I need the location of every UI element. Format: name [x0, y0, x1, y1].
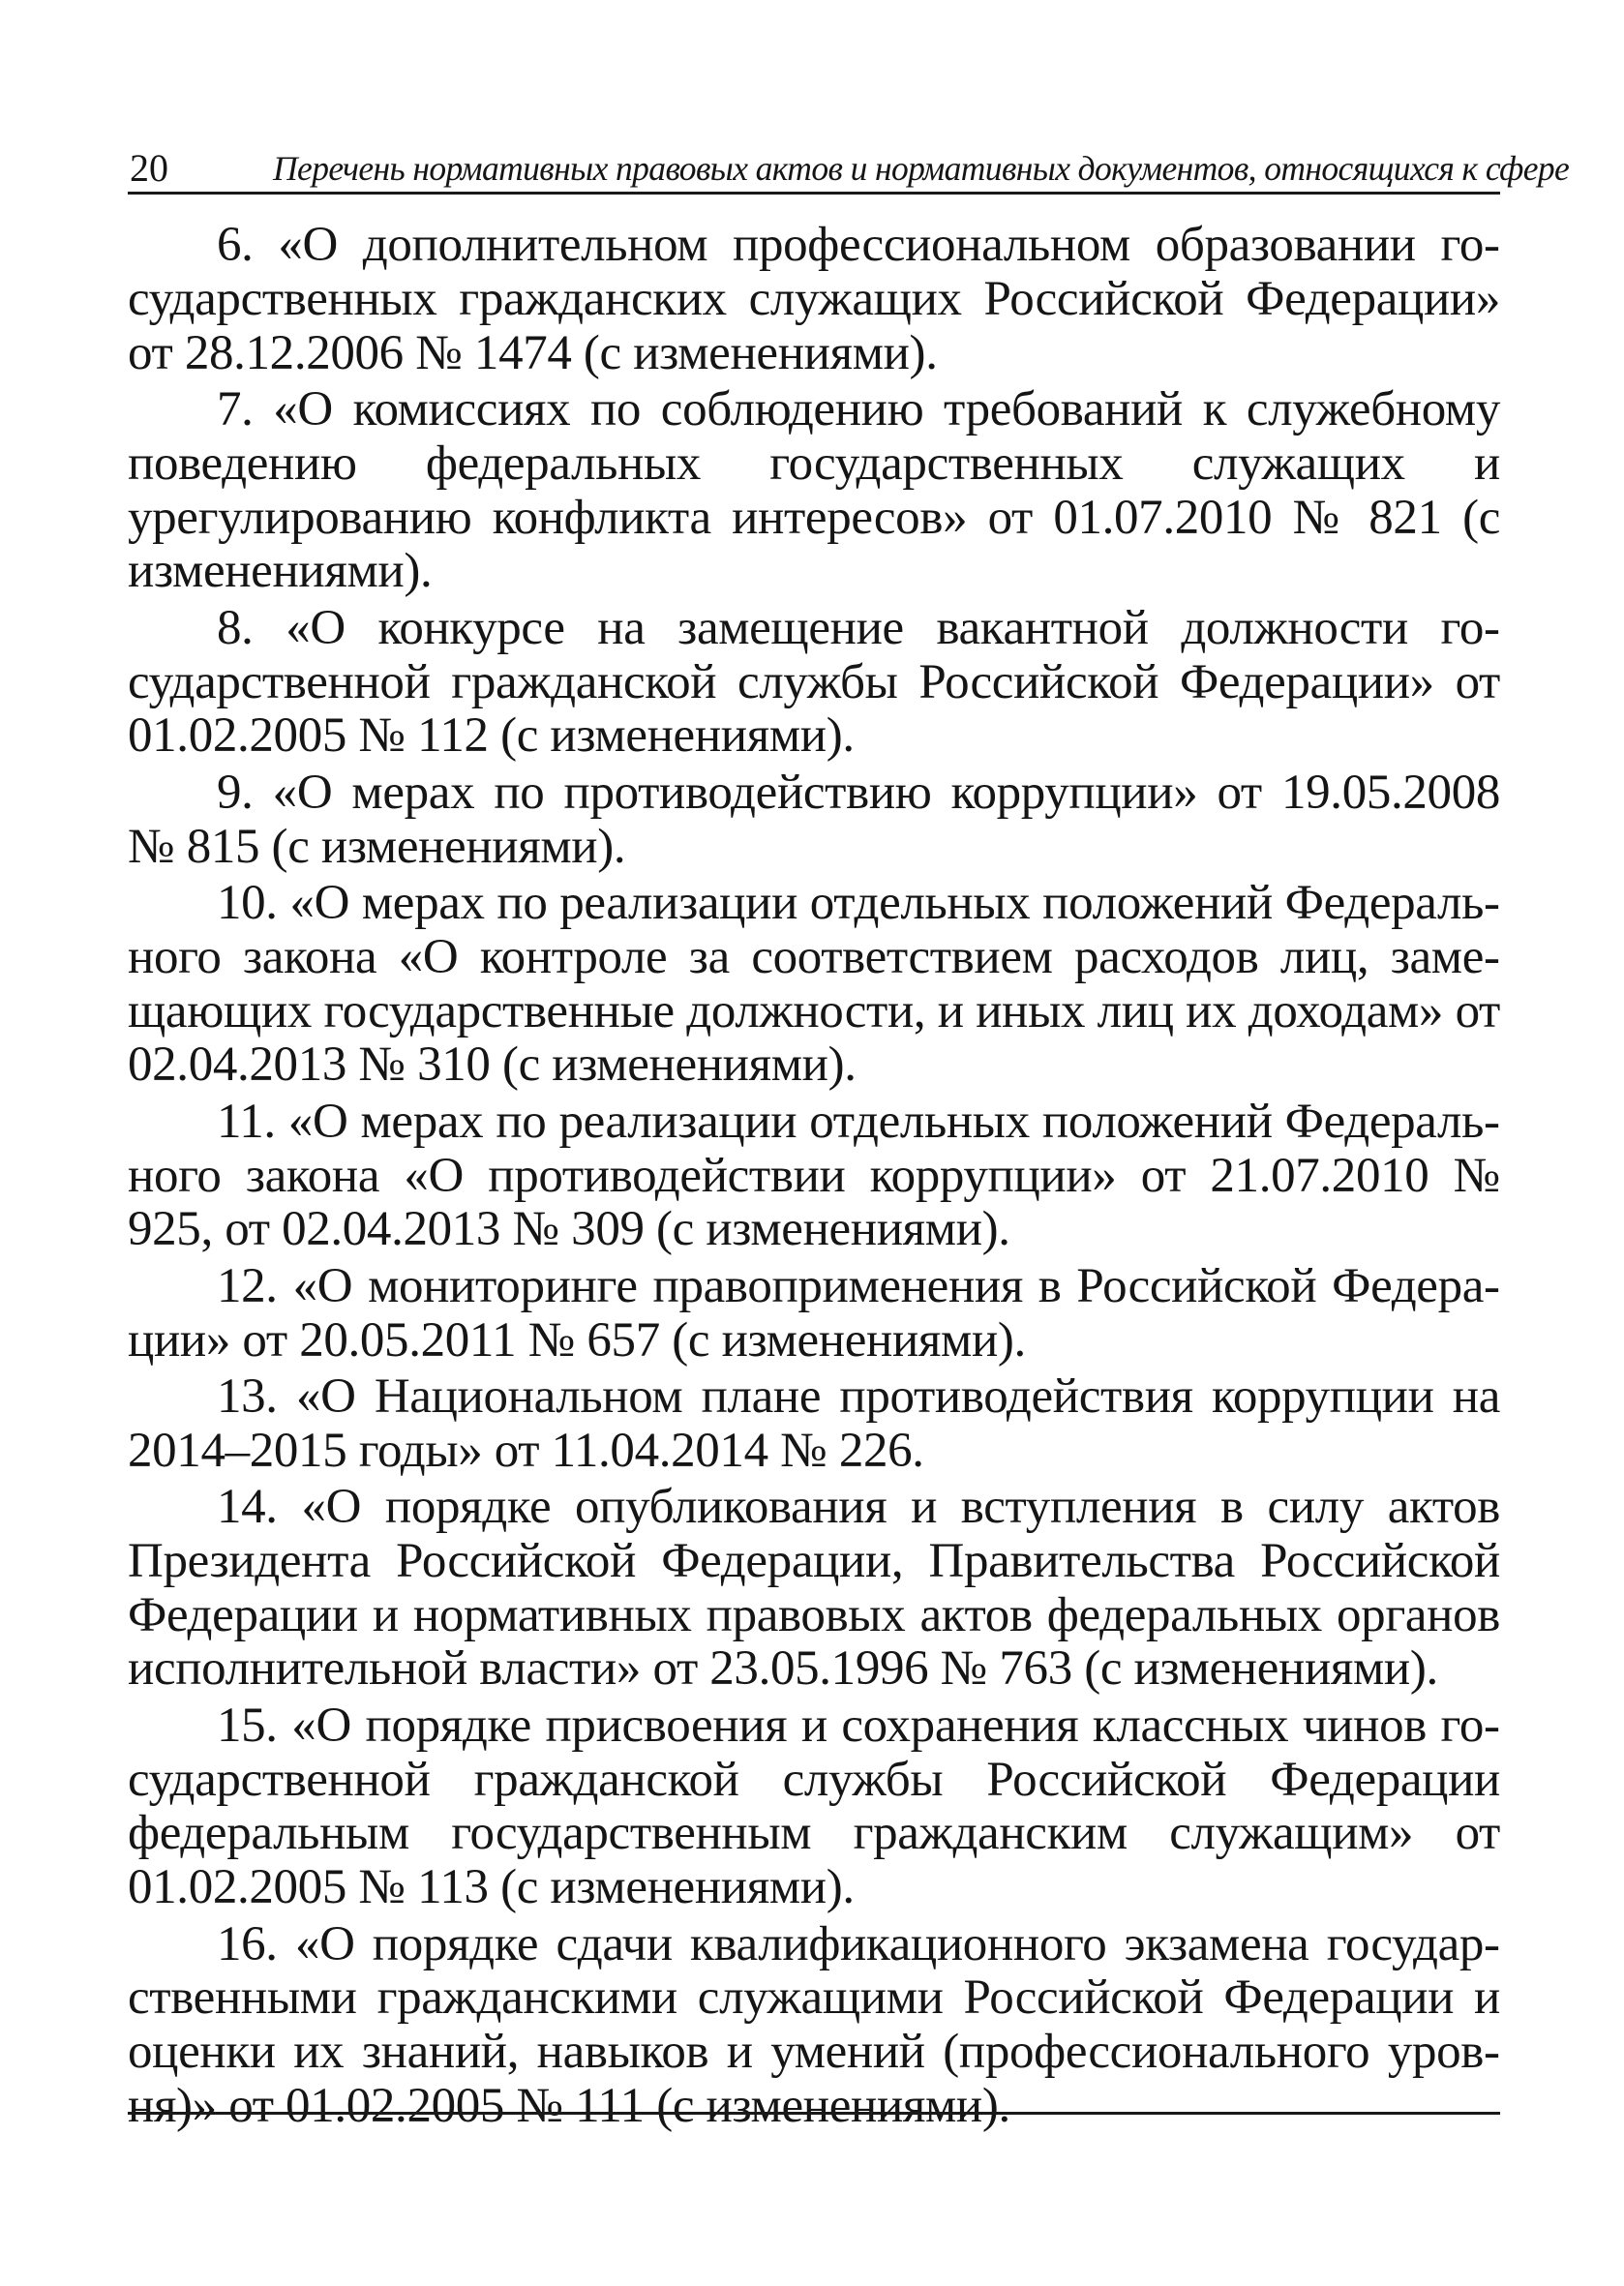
list-item: 12. «О мониторинге правоприменения в Российской Федерации» от 20.05.2011 № 657 (с изменениями). — [128, 1258, 1500, 1368]
page-number: 20 — [130, 146, 168, 190]
list-item: 14. «О порядке опубликования и вступления в силу актов Президента Российской Федерации, Правительства Российской Федерации и нормативных правовых актов федеральных органов исполнительной власти» от 23.05.1996 № 763 (с изменениями). — [128, 1480, 1500, 1697]
list-item: 7. «О комиссиях по соблюдению требований к служебному поведению федеральных государственных служащих и урегулированию конфликта интересов» от 01.07.2010 № 821 (с изменениями). — [128, 381, 1500, 599]
document-body — [128, 219, 1500, 2136]
list-item: 9. «О мерах по противодействию коррупции» от 19.05.2008 № 815 (с изменениями). — [128, 765, 1500, 874]
list-item: 6. «О дополнительном профессиональном образовании государственных гражданских служащих Российской Федерации» от 28.12.2006 № 1474 (с изменениями). — [128, 218, 1500, 380]
list-item: 10. «О мерах по реализации отдельных положений Федерального закона «О контроле за соответствием расходов лиц, замещающих государственные должности, и иных лиц их доходам» от 02.04.2013 № 310 (с изменениями). — [128, 875, 1500, 1093]
list-item: 16. «О порядке сдачи квалификационного экзамена государственными гражданскими служащими Российской Федерации и оценки их знаний, навыков и умений (профессионального уровня)» от 01.02.2005 № 111 (с изменениями). — [128, 1916, 1500, 2134]
running-title: Перечень нормативных правовых актов и нормативных документов, относящихся к сфере — [273, 149, 1570, 188]
list-item: 11. «О мерах по реализации отдельных положений Федерального закона «О противодействии коррупции» от 21.07.2010 № 925, от 02.04.2013 № 309 (с изменениями). — [128, 1094, 1500, 1257]
list-item: 8. «О конкурсе на замещение вакантной должности государственной гражданской службы Российской Федерации» от 01.02.2005 № 112 (с изменениями). — [128, 600, 1500, 764]
list-item: 15. «О порядке присвоения и сохранения классных чинов государственной гражданской службы Российской Федерации федеральным государственным гражданским служащим» от 01.02.2005 № 113 (с изменениями). — [128, 1698, 1500, 1915]
list-item: 13. «О Национальном плане противодействия коррупции на 2014–2015 годы» от 11.04.2014 № 226. — [128, 1369, 1500, 1478]
end-rule — [128, 2112, 1500, 2115]
running-header — [128, 145, 1570, 195]
